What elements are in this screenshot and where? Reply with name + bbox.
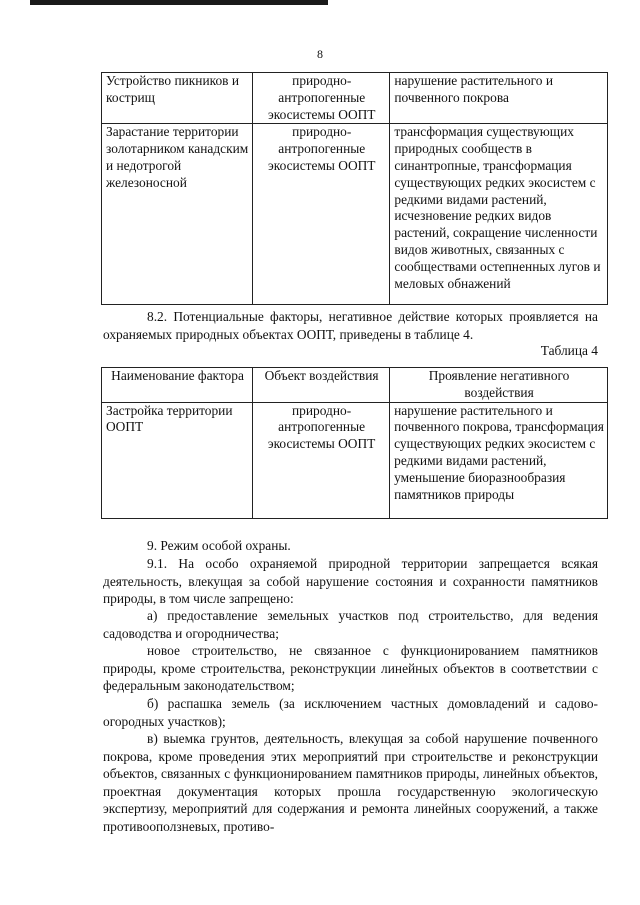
object-cell: природно-антропогенные экосистемы ООПТ (253, 124, 390, 305)
factor-cell: Застройка территории ООПТ (102, 402, 253, 518)
object-cell: природно-антропогенные экосистемы ООПТ (253, 73, 390, 124)
table-row (102, 402, 608, 518)
impact-cell: трансформация существующих природных сообществ в синантропные, трансформация существующих редких экосистем с редкими видами растений, исчезновение редких видов растений, сокращение численности видов животных, связанных с сообществами остепненных лугов и меловых обнажений (390, 124, 608, 305)
paragraph-8-2: 8.2. Потенциальные факторы, негативное действие которых проявляется на охраняемых природных объектах ООПТ, приведены в таблице 4. (103, 309, 598, 342)
table-continued (101, 72, 608, 305)
column-header: Объект воздействия (253, 368, 390, 403)
column-header: Наименование фактора (102, 368, 253, 403)
table-header-row (102, 368, 608, 403)
object-cell: природно-антропогенные экосистемы ООПТ (253, 402, 390, 518)
table-4 (101, 367, 608, 519)
scan-edge-line (30, 0, 328, 5)
section-9-title: 9. Режим особой охраны. (147, 538, 291, 553)
table-caption: Таблица 4 (540, 343, 598, 358)
impact-cell: нарушение растительного и почвенного покрова (390, 73, 608, 124)
table-row (102, 124, 608, 305)
table-row (102, 73, 608, 124)
impact-cell: нарушение растительного и почвенного покрова, трансформация существующих редких экосистем с редкими видами растений, уменьшение биоразнообразия памятников природы (390, 402, 608, 518)
list-item-v: в) выемка грунтов, деятельность, влекущая за собой нарушение почвенного покрова, кроме проведения этих мероприятий при строительстве и реконструкции объектов, связанных с функционированием памятников природы, линейных объектов, проектная документация которых прошла государственную экологическую экспертизу, мероприятий для содержания и ремонта линейных сооружений, а также противооползневых, противо- (103, 731, 598, 834)
factor-cell: Зарастание территории золотарником канадским и недотрогой железоносной (102, 124, 253, 305)
paragraph-9-1: 9.1. На особо охраняемой природной территории запрещается всякая деятельность, влекущая за собой нарушение состояния и сохранности памятников природы, в том числе запрещено: (103, 556, 598, 606)
list-item-new-construction: новое строительство, не связанное с функционированием памятников природы, кроме строительства, реконструкции линейных объектов в соответствии с федеральным законодательством; (103, 643, 598, 693)
column-header: Проявление негативного воздействия (390, 368, 608, 403)
list-item-a: а) предоставление земельных участков под строительство, для ведения садоводства и огородничества; (103, 608, 598, 641)
factor-cell: Устройство пикников и кострищ (102, 73, 253, 124)
page-number: 8 (317, 47, 323, 61)
list-item-b: б) распашка земель (за исключением частных домовладений и садово-огородных участков); (103, 696, 598, 729)
